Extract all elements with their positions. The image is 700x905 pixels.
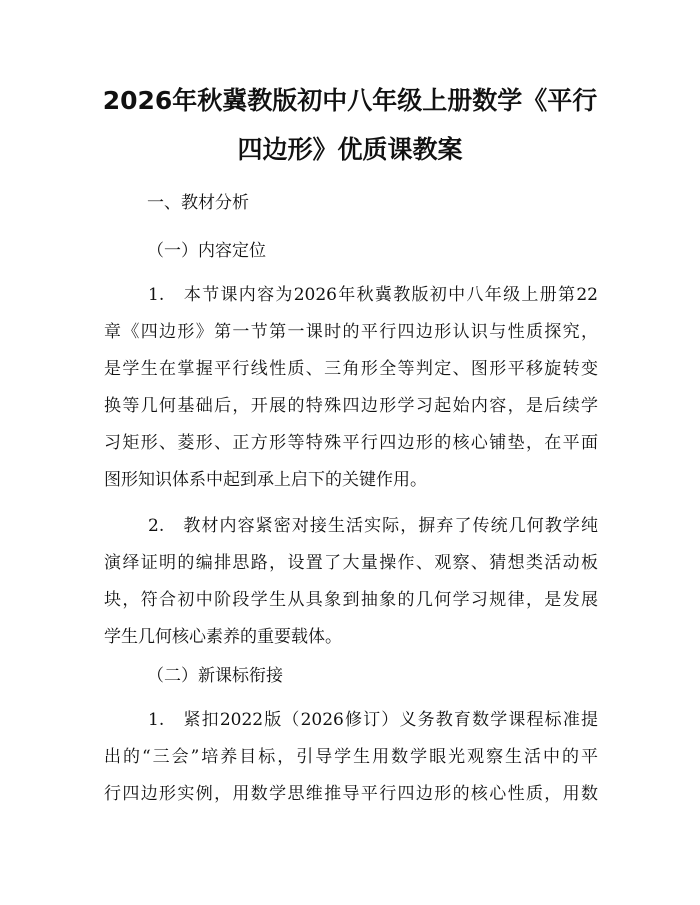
paragraph-line: 章《四边形》第一节第一课时的平行四边形认识与性质探究， bbox=[104, 322, 598, 342]
paragraph-line: 学生几何核心素养的重要载体。 bbox=[104, 627, 342, 647]
paragraph-line: 换等几何基础后，开展的特殊四边形学习起始内容，是后续学 bbox=[104, 396, 598, 416]
paragraph-line: 行四边形实例，用数学思维推导平行四边形的核心性质，用数 bbox=[104, 784, 598, 804]
paragraph-new-curriculum-1 bbox=[104, 702, 598, 813]
paragraph-line: 1. 紧扣2022版（2026修订）义务教育数学课程标准提 bbox=[148, 710, 598, 730]
paragraph-line: 2. 教材内容紧密对接生活实际，摒弃了传统几何教学纯 bbox=[148, 516, 598, 536]
paragraph-line: 是学生在掌握平行线性质、三角形全等判定、图形平移旋转变 bbox=[104, 359, 598, 379]
document-title-line-1: 2026年秋冀教版初中八年级上册数学《平行 bbox=[102, 86, 598, 115]
document-title-line-2: 四边形》优质课教案 bbox=[237, 135, 463, 164]
paragraph-content-positioning-2 bbox=[104, 508, 598, 656]
paragraph-line: 块，符合初中阶段学生从具象到抽象的几何学习规律，是发展 bbox=[104, 590, 598, 610]
section-heading-textbook-analysis: 一、教材分析 bbox=[147, 193, 249, 213]
paragraph-line: 出的“三会”培养目标，引导学生用数学眼光观察生活中的平 bbox=[104, 747, 598, 767]
subsection-heading-content-positioning: （一）内容定位 bbox=[147, 241, 266, 261]
subsection-heading-new-curriculum: （二）新课标衔接 bbox=[147, 666, 283, 686]
paragraph-content-positioning-1 bbox=[104, 277, 598, 499]
paragraph-line: 习矩形、菱形、正方形等特殊平行四边形的核心铺垫，在平面 bbox=[104, 433, 598, 453]
paragraph-line: 演绎证明的编排思路，设置了大量操作、观察、猜想类活动板 bbox=[104, 553, 598, 573]
paragraph-line: 1. 本节课内容为2026年秋冀教版初中八年级上册第22 bbox=[148, 285, 598, 305]
paragraph-line: 图形知识体系中起到承上启下的关键作用。 bbox=[104, 470, 427, 490]
